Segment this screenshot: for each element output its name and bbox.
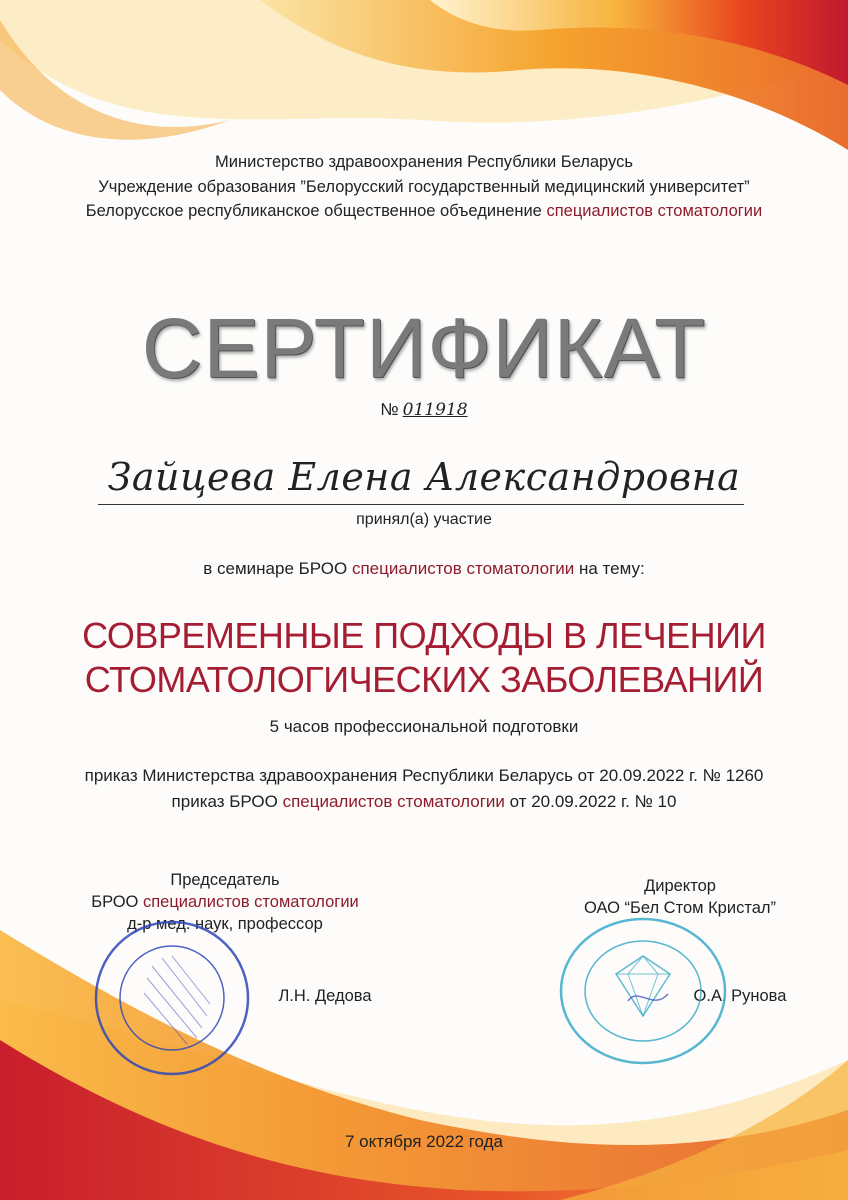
- association-line: [0, 201, 848, 221]
- recipient-name: Зайцева Елена Александровна: [107, 455, 741, 499]
- right-signer-name: О.А. Рунова: [693, 987, 787, 1005]
- ministry-line: Министерство здравоохранения Республики Беларусь: [215, 153, 633, 171]
- left-signer-title: Председатель: [170, 871, 280, 889]
- order2-prefix: приказ БРОО: [171, 792, 283, 811]
- association-accent: специалистов стоматологии: [546, 202, 763, 220]
- topic-line-1: СОВРЕМЕННЫЕ ПОДХОДЫ В ЛЕЧЕНИИ: [82, 615, 766, 656]
- university-line: Учреждение образования ”Белорусский государственный медицинский университет”: [98, 178, 750, 196]
- name-underline: [98, 504, 744, 505]
- seminar-suffix: на тему:: [574, 559, 645, 578]
- certificate-date: 7 октября 2022 года: [344, 1132, 503, 1151]
- right-signature-block: [530, 875, 830, 919]
- association-prefix: Белорусское республиканское общественное объединение: [85, 202, 547, 220]
- left-signer-org: [60, 891, 390, 913]
- seminar-line: [0, 559, 848, 579]
- seminar-accent: специалистов стоматологии: [351, 559, 575, 578]
- certificate-title: СЕРТИФИКАТ: [141, 301, 707, 395]
- topic-line-2: СТОМАТОЛОГИЧЕСКИХ ЗАБОЛЕВАНИЙ: [84, 659, 764, 700]
- order2-suffix: от 20.09.2022 г. № 10: [504, 792, 677, 811]
- right-stamp-seal: [558, 916, 728, 1066]
- order-line-1: приказ Министерства здравоохранения Республики Беларусь от 20.09.2022 г. № 1260: [84, 766, 764, 785]
- left-org-accent: специалистов стоматологии: [142, 893, 359, 911]
- participation-text: принял(а) участие: [356, 511, 492, 528]
- number-value: 011918: [402, 400, 468, 420]
- right-signer-org: ОАО “Бел Стом Кристал”: [583, 899, 776, 917]
- right-signer-title: Директор: [644, 877, 716, 895]
- certificate-number: [0, 400, 848, 420]
- left-stamp-seal: [92, 918, 252, 1078]
- left-signer-name: Л.Н. Дедова: [278, 987, 372, 1005]
- number-label: №: [380, 400, 399, 419]
- left-org-prefix: БРОО: [91, 893, 143, 911]
- hours-text: 5 часов профессиональной подготовки: [269, 717, 579, 736]
- left-signer-degree: д-р мед. наук, профессор: [127, 915, 323, 933]
- seminar-prefix: в семинаре БРОО: [203, 559, 352, 578]
- order2-accent: специалистов стоматологии: [282, 792, 505, 811]
- order-line-2: [0, 789, 848, 815]
